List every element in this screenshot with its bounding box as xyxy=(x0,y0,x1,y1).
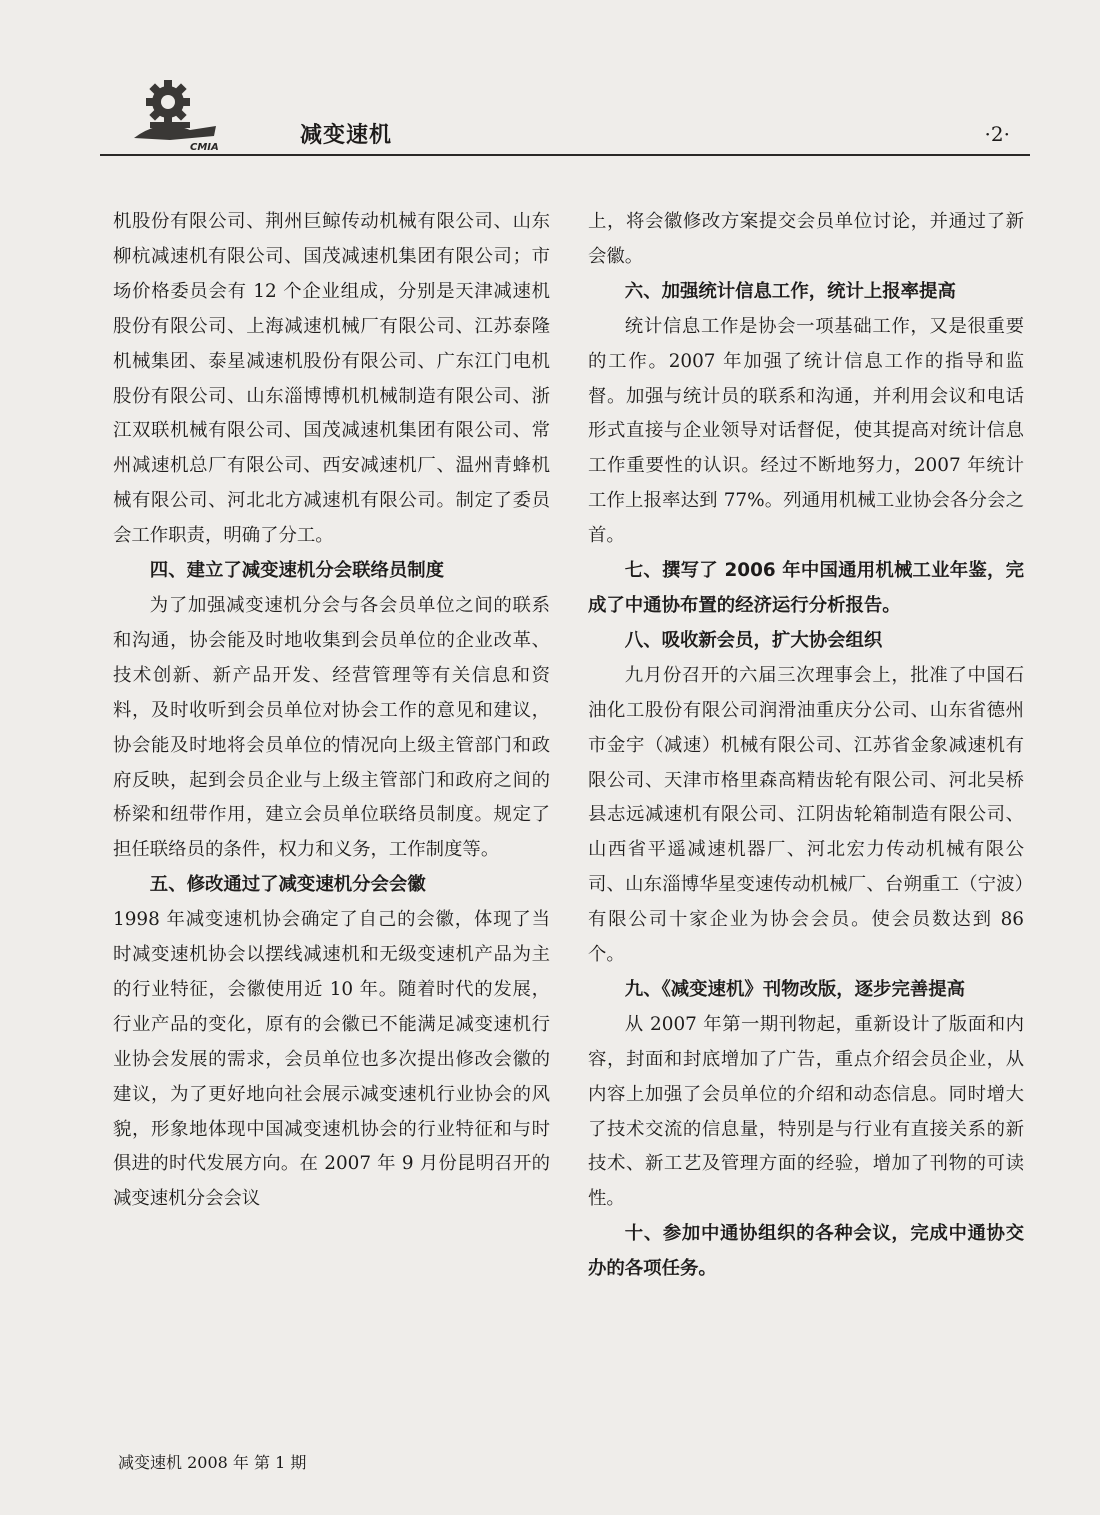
section-heading: 十、参加中通协组织的各种会议，完成中通协交办的各项任务。 xyxy=(588,1223,1024,1280)
header-divider xyxy=(100,154,1030,156)
section-heading: 七、撰写了 2006 年中国通用机械工业年鉴，完成了中通协布置的经济运行分析报告。 xyxy=(588,560,1024,616)
page-number: ·2· xyxy=(984,122,1010,146)
paragraph: 九月份召开的六届三次理事会上，批准了中国石油化工股份有限公司润滑油重庆分公司、山东省德州市金宇（减速）机械有限公司、江苏省金象减速机有限公司、天津市格里森高精齿轮有限公司、河北吴桥县志远减速机有限公司、江阴齿轮箱制造有限公司、山西省平遥减速机器厂、河北宏力传动机械有限公司、山东淄博华星变速传动机械厂、台朔重工（宁波）有限公司十家企业为协会会员。使会员数达到 86 个。 xyxy=(588,664,1024,966)
section-heading: 五、修改通过了减变速机分会会徽 xyxy=(149,874,426,896)
section-heading: 六、加强统计信息工作，统计上报率提高 xyxy=(624,280,956,302)
section-heading: 九、《减变速机》刊物改版，逐步完善提高 xyxy=(624,978,966,1000)
journal-title: 减变速机 xyxy=(300,123,393,148)
paragraph: 机股份有限公司、荆州巨鲸传动机械有限公司、山东柳杭减速机有限公司、国茂减速机集团有限公司；市场价格委员会有 12 个企业组成，分别是天津减速机股份有限公司、上海减速机械厂有限公司、江苏泰隆机械集团、泰星减速机股份有限公司、广东江门电机股份有限公司、山东淄博博机机械制造有限公司、浙江双联机械有限公司、国茂减速机集团有限公司、常州减速机总厂有限公司、西安减速机厂、温州青蜂机械有限公司、河北北方减速机有限公司。制定了委员会工作职责，明确了分工。 xyxy=(113,211,550,547)
right-column xyxy=(588,205,1024,1287)
paragraph: 为了加强减变速机分会与各会员单位之间的联系和沟通，协会能及时地收集到会员单位的企业改革、技术创新、新产品开发、经营管理等有关信息和资料，及时收听到会员单位对协会工作的意见和建议，协会能及时地将会员单位的情况向上级主管部门和政府反映，起到会员企业与上级主管部门和政府之间的桥梁和纽带作用，建立会员单位联络员制度。规定了担任联络员的条件，权力和义务，工作制度等。 xyxy=(113,594,550,861)
section-heading: 八、吸收新会员，扩大协会组织 xyxy=(624,629,883,651)
paragraph: 1998 年减变速机协会确定了自己的会徽，体现了当时减变速机协会以摆线减速机和无级变速机产品为主的行业特征，会徽使用近 10 年。随着时代的发展，行业产品的变化，原有的会徽已不能满足减变速机行业协会发展的需求，会员单位也多次提出修改会徽的建议，为了更好地向社会展示减变速机行业协会的风貌，形象地体现中国减变速机协会的行业特征和与时俱进的时代发展方向。在 2007 年 9 月份昆明召开的减变速机分会会议 xyxy=(113,909,550,1210)
page-footer: 减变速机 2008 年 第 1 期 xyxy=(118,1453,307,1472)
paragraph: 从 2007 年第一期刊物起，重新设计了版面和内容，封面和封底增加了广告，重点介绍会员企业，从内容上加强了会员单位的介绍和动态信息。同时增大了技术交流的信息量，特别是与行业有直接关系的新技术、新工艺及管理方面的经验，增加了刊物的可读性。 xyxy=(588,1013,1024,1210)
cmia-gear-logo xyxy=(130,78,220,154)
paragraph: 上，将会徽修改方案提交会员单位讨论，并通过了新会徽。 xyxy=(588,211,1024,267)
page-header xyxy=(100,70,1030,160)
section-heading: 四、建立了减变速机分会联络员制度 xyxy=(149,560,445,582)
left-column xyxy=(113,205,550,1217)
logo-text: CMIA xyxy=(190,142,219,153)
paragraph: 统计信息工作是协会一项基础工作，又是很重要的工作。2007 年加强了统计信息工作的指导和监督。加强与统计员的联系和沟通，并利用会议和电话形式直接与企业领导对话督促，使其提高对统计信息工作重要性的认识。经过不断地努力，2007 年统计工作上报率达到 77%。列通用机械工业协会各分会之首。 xyxy=(588,315,1024,547)
